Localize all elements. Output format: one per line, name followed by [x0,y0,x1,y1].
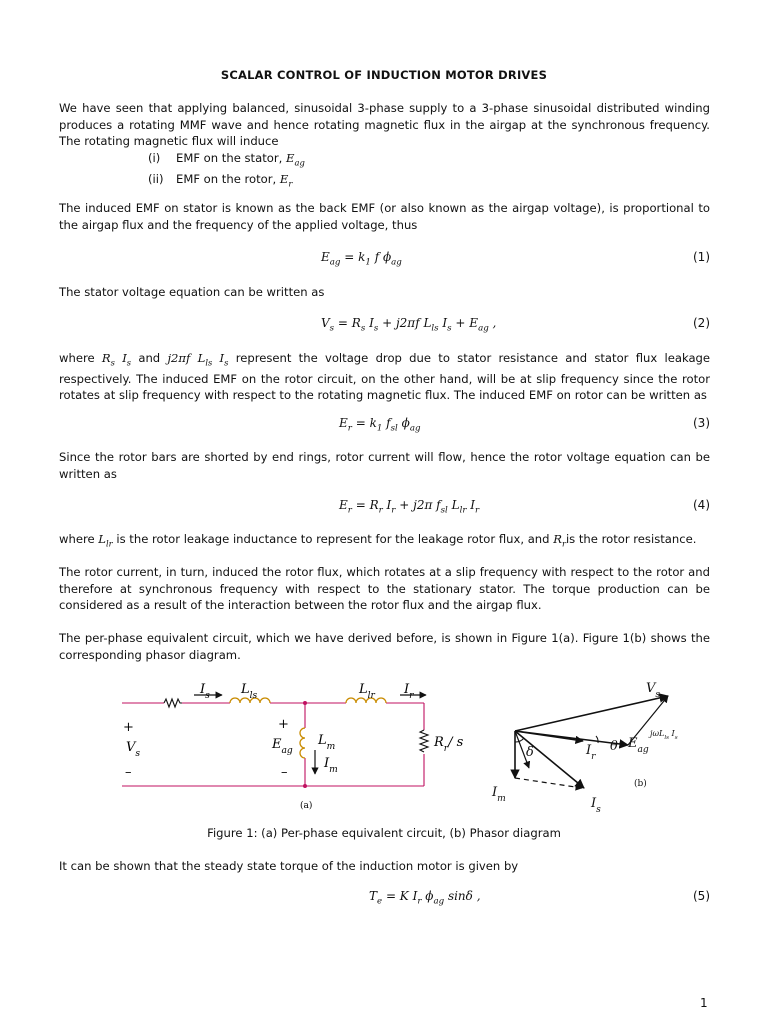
label-rr: $R_r/$ s [434,735,464,754]
label-ir-phasor: $I_r$ [586,743,596,762]
label-is: $I_s$ [200,682,210,701]
text-run: where [59,532,95,546]
equation-3 [59,416,710,434]
equation-number: (3) [693,416,710,430]
node-dot [303,784,307,788]
inline-math: $R_s$ $I_s$ [101,351,132,368]
equation-4 [59,498,710,516]
inline-math: $R_r$ [553,532,566,549]
list-item [148,171,305,192]
where-paragraph-1 [59,350,710,404]
text-run: where [59,351,95,365]
text-run: is the rotor resistance. [565,532,697,546]
equation-number: (4) [693,498,710,512]
resistor-rs [164,699,182,707]
vs-phasor [515,696,668,731]
label-vs: $V_s$ [126,740,141,759]
text-run: and [138,351,161,365]
equation-expression: $E_r = k_1$ $f_{sl}$ $\phi_{ag}$ [339,416,421,434]
page-number: 1 [700,996,708,1010]
figure-caption: Figure 1: (a) Per-phase equivalent circuit, (b) Phasor diagram [207,826,561,840]
label-im-phasor: $I_m$ [492,785,506,804]
label-lm: $L_m$ [318,733,336,752]
label-vs-phasor: $V_s$ [646,681,661,700]
resistor-rr [420,730,428,752]
text-run: is the rotor leakage inductance to represent for the leakage rotor flux, and [116,532,550,546]
torque-paragraph: It can be shown that the steady state torque of the induction motor is given by [59,859,519,873]
rotorbars-paragraph: Since the rotor bars are shorted by end rings, rotor current will flow, hence the rotor voltage equation can be written as [59,450,710,481]
label-minus: – [281,765,288,780]
intro-paragraph: We have seen that applying balanced, sinusoidal 3-phase supply to a 3-phase sinusoidal distributed winding produces a rotating MMF wave and hence rotating magnetic flux in the airgap at the synchronous frequency. The rotating magnetic flux will induce [59,101,710,148]
node-dot [303,701,307,705]
equation-expression: $T_e = K$ $I_r$ $\phi_{ag}$ sinδ , [369,889,481,907]
inductor-lm [300,728,305,758]
label-im: $I_m$ [324,756,338,775]
perphase-paragraph: The per-phase equivalent circuit, which we have derived before, is shown in Figure 1(a). Figure 1(b) shows the corresponding phasor diagram. [59,631,710,662]
figure-b-label: (b) [634,779,647,789]
list-item [148,150,305,171]
list-text: EMF on the rotor, [176,171,280,186]
equation-1 [59,250,710,268]
label-eag-phasor: $E_{ag}$ [628,736,649,755]
backemf-paragraph: The induced EMF on stator is known as the back EMF (or also known as the airgap voltage), is proportional to the airgap flux and the frequency of the applied voltage, thus [59,201,710,232]
document-title: SCALAR CONTROL OF INDUCTION MOTOR DRIVES [220,68,548,82]
where-paragraph-2 [59,531,710,552]
list-number: (i) [148,151,161,165]
list-math: $E_{ag}$ [286,151,305,168]
label-plus: + [123,720,134,735]
list-text: EMF on the stator, [176,151,286,165]
equation-5 [59,889,710,907]
label-delta: δ [526,745,534,760]
dashed-phasor [515,778,582,788]
label-is-phasor: $I_s$ [591,796,601,815]
figure-1 [0,672,768,832]
label-ir: $I_r$ [404,682,414,701]
equation-2 [59,316,710,334]
inline-math: $L_{lr}$ [98,532,113,549]
list-math: $E_r$ [279,171,293,189]
label-jwlsis: jωL$_{ls}$ $I_s$ [650,729,678,741]
text-run: represent the voltage drop due to stator resistance and stator flux leakage respectively. The induced EMF on the rotor circuit, on the other hand, will be at slip frequency since the rotor rotates at slip frequency with respect to the rotating magnetic flux. The induced EMF on rotor can be written as [59,351,711,403]
phasor-diagram [491,681,678,815]
label-plus: + [278,717,289,732]
delta-arc [515,738,524,742]
equation-expression: $V_s = R_s$ $I_s + j2\pi f$ $L_{ls}$ $I_s + E_{ag}$ , [321,316,497,334]
rotorcurrent-paragraph: The rotor current, in turn, induced the rotor flux, which rotates at a slip frequency with respect to the rotor and therefore at synchronous frequency with respect to the stationary stator. The torque production can be considered as a result of the interaction between the rotor flux and the airgap flux. [59,565,710,612]
equivalent-circuit [122,682,464,811]
list-number: (ii) [148,171,164,186]
label-llr: $L_{lr}$ [359,682,375,701]
inline-math: j2πf $L_{ls}$ $I_s$ [167,351,229,368]
label-eag: $E_{ag}$ [272,737,293,756]
emf-list [148,150,305,192]
label-lls: $L_{ls}$ [241,682,258,701]
inductor-llr [346,698,386,703]
figure-a-label: (a) [300,801,313,811]
equation-number: (5) [693,889,710,903]
stator-paragraph: The stator voltage equation can be written as [59,285,325,299]
label-theta: θ [610,739,618,754]
label-minus: – [125,765,132,780]
equation-expression: $E_{ag} = k_1$ f $\phi_{ag}$ [321,250,402,268]
equation-number: (1) [693,250,710,264]
equation-expression: $E_r = R_r$ $I_r + j2\pi$ $f_{sl}$ $L_{lr}$ $I_r$ [339,498,480,516]
equation-number: (2) [693,316,710,330]
